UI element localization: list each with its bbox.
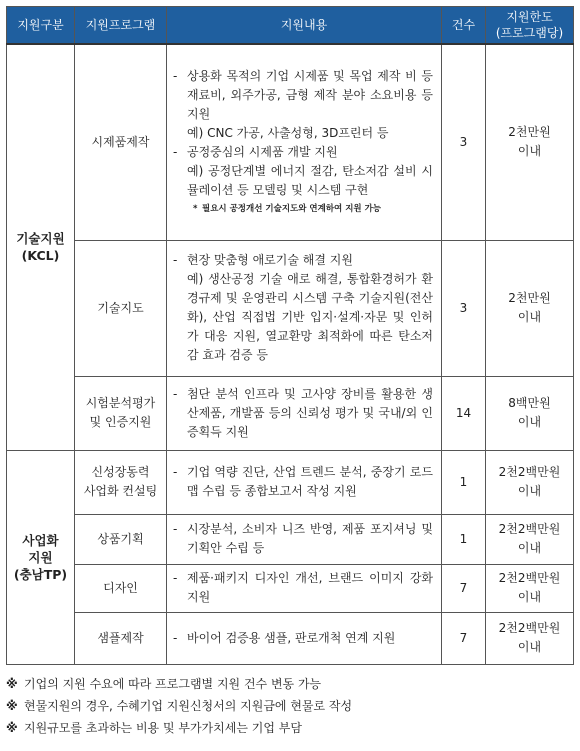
program-description-cell [167, 612, 442, 664]
description-line [173, 143, 433, 162]
count-cell: 1 [442, 514, 486, 564]
description-line [173, 629, 433, 648]
program-name-cell: 시험분석평가 및 인증지원 [75, 376, 167, 450]
bullet-mark: - [173, 465, 178, 479]
program-name-cell: 디자인 [75, 564, 167, 612]
description-line [173, 270, 433, 365]
reference-mark-icon: ※ [6, 720, 18, 735]
footnote-item [6, 695, 573, 717]
bullet-mark: - [173, 69, 178, 84]
table-row [7, 612, 574, 664]
table-row [7, 376, 574, 450]
program-name-cell: 신성장동력 사업화 컨설팅 [75, 450, 167, 514]
description-text: 예) 공정단계별 에너지 절감, 탄소저감 설비 시뮬레이션 등 모델링 및 시스템 구현 [187, 164, 433, 198]
program-name-cell: 상품기획 [75, 514, 167, 564]
footnote-text: 기업의 지원 수요에 따라 프로그램별 지원 건수 변동 가능 [24, 676, 322, 691]
description-text: 예) CNC 가공, 사출성형, 3D프린터 등 [187, 126, 389, 141]
description-text: 필요시 공정개선 기술지도와 연계하여 지원 가능 [202, 204, 382, 215]
table-row [7, 450, 574, 514]
category-cell: 사업화 지원 (충남TP) [7, 450, 75, 664]
support-program-document [6, 6, 573, 739]
limit-cell: 2천만원 이내 [486, 240, 574, 376]
description-text: 시장분석, 소비자 니즈 반영, 제품 포지셔닝 및 기획안 수립 등 [187, 522, 433, 555]
count-cell: 3 [442, 44, 486, 240]
limit-cell: 2천2백만원 이내 [486, 450, 574, 514]
program-description-cell [167, 240, 442, 376]
program-name-cell: 시제품제작 [75, 44, 167, 240]
program-description-cell [167, 564, 442, 612]
description-line [173, 385, 433, 442]
footnote-text: 지원규모를 초과하는 비용 및 부가가치세는 기업 부담 [24, 720, 302, 735]
program-description-cell [167, 376, 442, 450]
program-description-cell [167, 44, 442, 240]
program-name-cell: 기술지도 [75, 240, 167, 376]
footnote-item [6, 717, 573, 739]
footnotes [6, 673, 573, 739]
count-cell: 3 [442, 240, 486, 376]
support-program-table [6, 6, 574, 665]
bullet-mark: - [173, 145, 178, 160]
limit-cell: 2천2백만원 이내 [486, 564, 574, 612]
count-cell: 7 [442, 612, 486, 664]
description-text: 현장 맞춤형 애로기술 해결 지원 [187, 253, 353, 267]
limit-cell: 2천2백만원 이내 [486, 612, 574, 664]
program-description-cell [167, 514, 442, 564]
bullet-mark: - [173, 630, 178, 645]
description-text: 공정중심의 시제품 개발 지원 [187, 145, 338, 160]
table-row [7, 240, 574, 376]
description-text: 상용화 목적의 기업 시제품 및 목업 제작 비 등 재료비, 외주가공, 금형 제작 분야 소요비용 등 지원 [187, 69, 433, 122]
program-description-cell [167, 450, 442, 514]
header-category: 지원구분 [7, 7, 75, 45]
category-cell: 기술지원 (KCL) [7, 44, 75, 450]
bullet-mark: * [193, 204, 198, 215]
count-cell: 14 [442, 376, 486, 450]
header-program: 지원프로그램 [75, 7, 167, 45]
description-text: 예) 생산공정 기술 애로 해결, 통합환경허가 환경규제 및 운영관리 시스템 구축 기술지원(전산화), 산업 직접법 기반 입지·설계·자문 및 인허가 대응 지원, 열교환망 최적화에 따른 탄소저감 효과 검증 등 [187, 272, 433, 362]
limit-cell: 2천2백만원 이내 [486, 514, 574, 564]
bullet-mark: - [173, 522, 178, 536]
description-line [173, 251, 433, 270]
description-text: 기업 역량 진단, 산업 트렌드 분석, 중장기 로드맵 수립 등 종합보고서 작성 지원 [187, 465, 433, 498]
header-content: 지원내용 [167, 7, 442, 45]
table-row [7, 564, 574, 612]
limit-cell: 8백만원 이내 [486, 376, 574, 450]
header-limit: 지원한도 (프로그램당) [486, 7, 574, 45]
description-text: 제품·패키지 디자인 개선, 브랜드 이미지 강화 지원 [187, 571, 433, 604]
bullet-mark: - [173, 571, 178, 585]
reference-mark-icon: ※ [6, 676, 18, 691]
table-header-row [7, 7, 574, 45]
limit-cell: 2천만원 이내 [486, 44, 574, 240]
program-name-cell: 샘플제작 [75, 612, 167, 664]
footnote-item [6, 673, 573, 695]
description-line [173, 162, 433, 200]
description-line [173, 569, 433, 607]
bullet-mark: - [173, 253, 178, 267]
header-count: 건수 [442, 7, 486, 45]
description-text: 바이어 검증용 샘플, 판로개척 연계 지원 [187, 630, 396, 645]
table-row [7, 44, 574, 240]
count-cell: 1 [442, 450, 486, 514]
count-cell: 7 [442, 564, 486, 612]
description-line [173, 463, 433, 501]
reference-mark-icon: ※ [6, 698, 18, 713]
description-line [173, 124, 433, 143]
description-line [173, 520, 433, 558]
description-footnote [173, 202, 433, 217]
description-line [173, 67, 433, 124]
description-text: 첨단 분석 인프라 및 고사양 장비를 활용한 생산제품, 개발품 등의 신뢰성 평가 및 국내/외 인증획득 지원 [187, 386, 433, 439]
table-row [7, 514, 574, 564]
bullet-mark: - [173, 386, 178, 401]
footnote-text: 현물지원의 경우, 수혜기업 지원신청서의 지원금에 현물로 작성 [24, 698, 353, 713]
